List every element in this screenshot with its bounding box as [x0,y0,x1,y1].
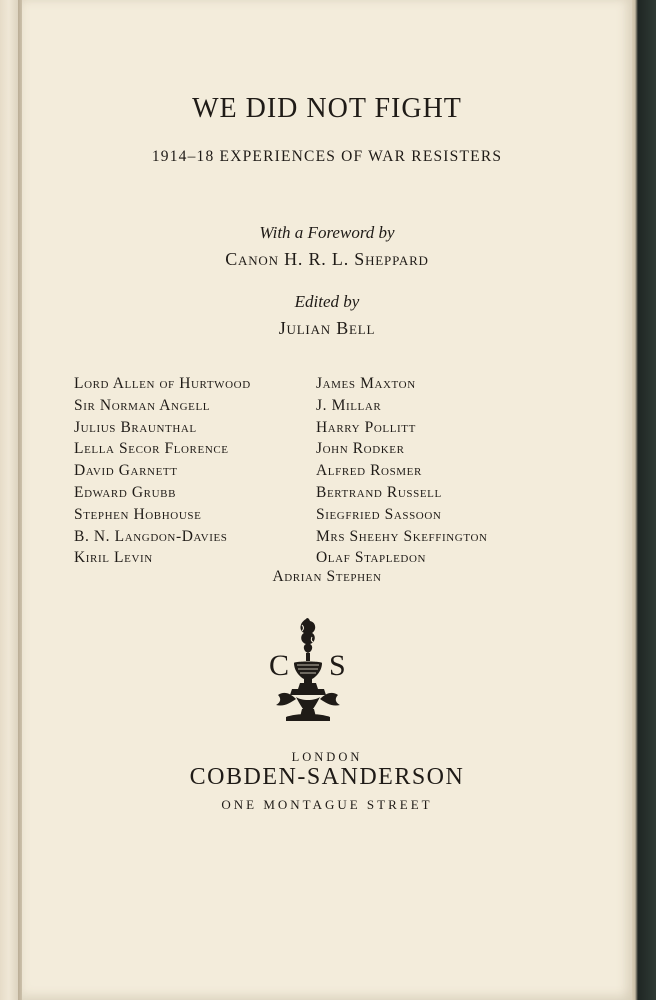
contributor-name: Mrs Sheehy Skeffington [316,527,488,545]
contributor-name: Harry Pollitt [316,418,416,436]
contributor-name: Julius Braunthal [74,418,197,436]
book-subtitle: 1914–18 EXPERIENCES OF WAR RESISTERS [151,148,503,165]
foreword-author: Canon H. R. L. Sheppard [225,249,429,269]
contributor-name: David Garnett [74,462,178,480]
book-title: WE DID NOT FIGHT [192,93,462,124]
contributor-name: Siegfried Sassoon [316,505,442,523]
contributor-name-last: Adrian Stephen [272,568,382,585]
contributor-name: Lord Allen of Hurtwood [74,375,251,392]
book-cover-edge [632,0,656,1000]
contributor-name: Bertrand Russell [316,483,442,501]
imprint-address: ONE MONTAGUE STREET [221,797,433,812]
contributor-name: Edward Grubb [74,483,177,501]
imprint-city: LONDON [291,750,363,764]
contributor-name: James Maxton [316,375,416,392]
contributors-left-column [74,373,251,569]
emblem-letter-c: C [269,649,290,682]
title-page [22,0,632,1000]
contributor-name: Sir Norman Angell [74,396,211,414]
publisher-device-icon [266,615,350,727]
contributors-right-column [316,373,488,569]
foreword-label: With a Foreword by [259,223,395,242]
emblem-letter-s: S [329,649,346,682]
editor-label: Edited by [294,292,360,311]
imprint-publisher: COBDEN-SANDERSON [189,764,465,790]
contributor-name: John Rodker [316,440,405,458]
contributor-name: B. N. Langdon-Davies [74,527,228,545]
editor-name: Julian Bell [278,318,376,338]
contributor-name: Kiril Levin [74,549,153,567]
contributor-name: Stephen Hobhouse [74,505,202,523]
contributor-name: Olaf Stapledon [316,549,427,567]
contributor-name: Lella Secor Florence [74,440,229,458]
contributor-name: J. Millar [316,396,382,414]
contributor-name: Alfred Rosmer [316,462,422,480]
